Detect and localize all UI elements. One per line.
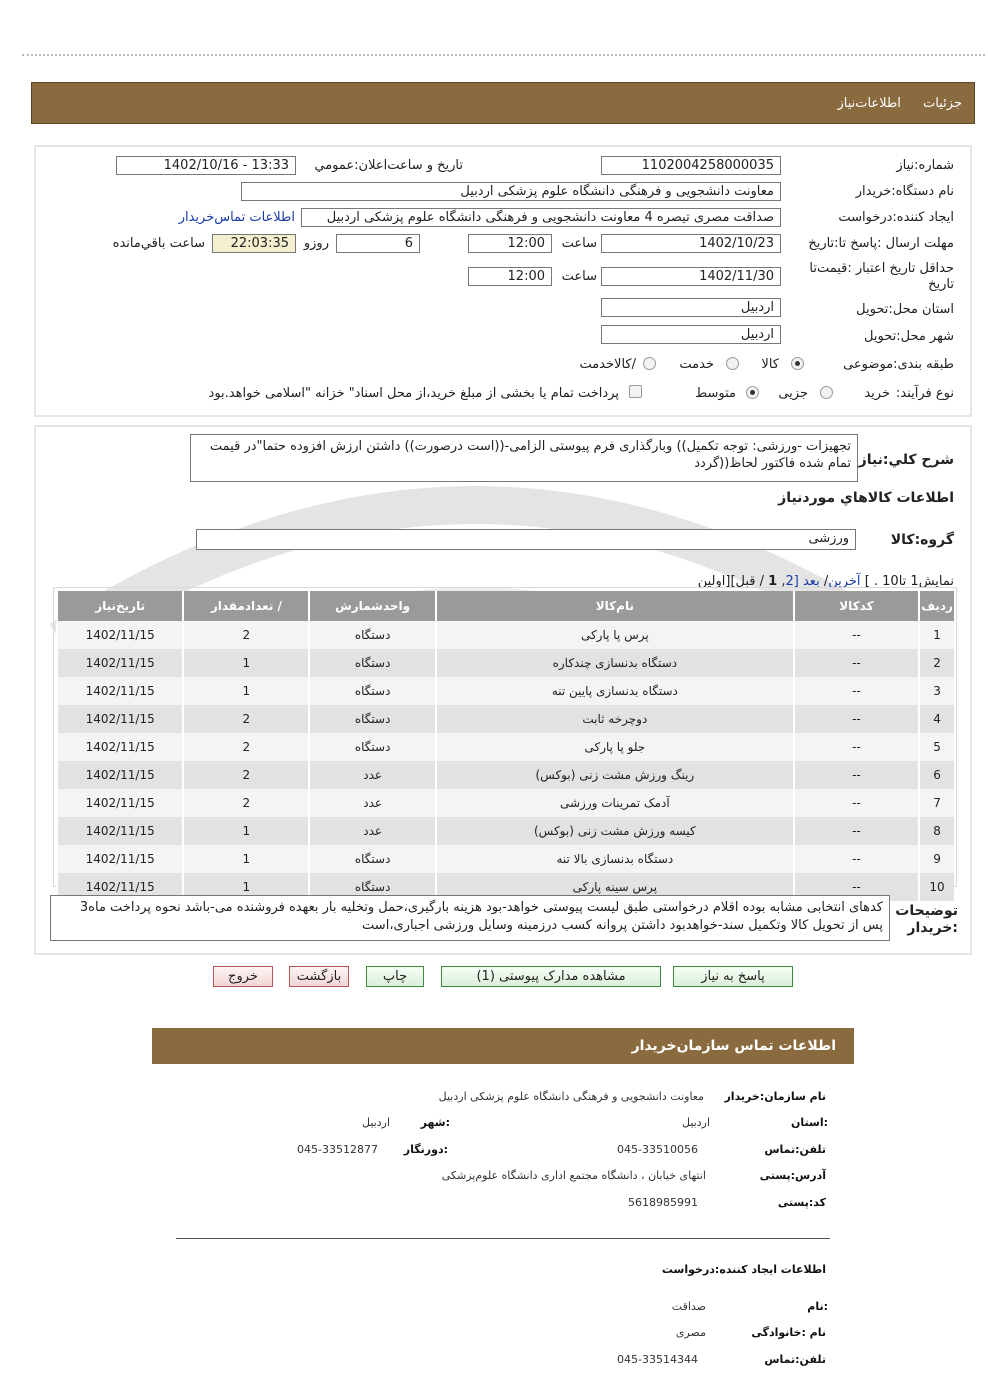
- radio-goods-label: کالا: [761, 357, 779, 372]
- description-field: تجهیزات -ورزشی: توجه تکمیل)) وبارگذاری فرم پیوستی الزامی-((است درصورت)) داشتن ارزش افزوده حتما"در قیمت تمام شده فاکتور لحاظ((گردد: [190, 434, 858, 482]
- contact-province-label: :استان: [791, 1116, 828, 1129]
- need-number-field: 1102004258000035: [601, 156, 781, 175]
- table-row: [57, 817, 954, 845]
- cell-unit: دستگاه: [309, 845, 435, 873]
- province-label: استان محل:تحویل: [856, 302, 954, 317]
- cell-item-name: جلو پا پارکی: [436, 733, 794, 761]
- days-label: روزو: [303, 236, 329, 251]
- back-button[interactable]: بازگشت: [289, 966, 349, 987]
- cell-row-number: 10: [919, 873, 954, 901]
- creator-family-value: مصری: [675, 1326, 706, 1339]
- need-number-label: شماره:نیاز: [896, 158, 954, 173]
- table-row: [57, 677, 954, 705]
- cell-need-date: 1402/11/15: [57, 789, 183, 817]
- contact-fax-value: 045-33512877: [297, 1143, 378, 1156]
- city-label: شهر محل:تحویل: [864, 329, 954, 344]
- cell-quantity: 1: [183, 845, 309, 873]
- creator-name-value: صداقت: [671, 1300, 706, 1313]
- creator-phone-value: 045-33514344: [617, 1353, 698, 1366]
- validity-time-field: 12:00: [468, 267, 552, 286]
- pager-next-link[interactable]: بعد: [802, 574, 820, 589]
- cell-item-name: آدمک تمرینات ورزشی: [436, 789, 794, 817]
- exit-button[interactable]: خروج: [213, 966, 273, 987]
- pager-suffix: / قبل][اولین: [697, 574, 765, 589]
- cell-item-code: --: [794, 649, 919, 677]
- province-field: اردبیل: [601, 298, 781, 317]
- cell-item-name: پرس سینه پارکی: [436, 873, 794, 901]
- cell-row-number: 3: [919, 677, 954, 705]
- deadline-label: مهلت ارسال :پاسخ تا:تاریخ: [808, 236, 954, 251]
- table-row: [57, 761, 954, 789]
- cell-quantity: 1: [183, 649, 309, 677]
- col-unit-header: واحدشمارش: [309, 591, 435, 621]
- deadline-time-field: 12:00: [468, 234, 552, 253]
- creator-info-title: اطلاعات ایجاد کننده:درخواست: [661, 1263, 826, 1276]
- page-header: [31, 82, 975, 124]
- cell-row-number: 2: [919, 649, 954, 677]
- cell-quantity: 2: [183, 761, 309, 789]
- radio-service-label: خدمت: [679, 357, 714, 372]
- announce-field: 1402/10/16 - 13:33: [116, 156, 296, 175]
- contact-postal-value: 5618985991: [628, 1196, 698, 1209]
- attachments-button[interactable]: مشاهده مدارک پیوستی (1): [441, 966, 661, 987]
- category-label: طبقه بندی:موضوعی: [843, 357, 954, 372]
- cell-item-code: --: [794, 817, 919, 845]
- cell-unit: عدد: [309, 817, 435, 845]
- contact-city-label: :شهر: [420, 1116, 450, 1129]
- creator-phone-label: تلفن:تماس: [764, 1353, 826, 1366]
- cell-item-code: --: [794, 705, 919, 733]
- cell-quantity: 2: [183, 733, 309, 761]
- treasury-payment-label: پرداخت تمام یا بخشی از مبلغ خرید،از محل اسناد" خزانه "اسلامی خواهد.بود: [208, 386, 619, 401]
- pager: نمایش1 تا10 . ] آخرین/ بعد [2, 1 / قبل][اولین: [697, 574, 954, 589]
- contact-province-value: اردبیل: [682, 1116, 710, 1129]
- announce-label: تاریخ و ساعت‌اعلان:عمومي: [314, 158, 463, 173]
- table-row: [57, 621, 954, 649]
- cell-need-date: 1402/11/15: [57, 817, 183, 845]
- radio-goods-service-label: /کالاخدمت: [579, 357, 636, 372]
- days-field: 6: [336, 234, 420, 253]
- cell-need-date: 1402/11/15: [57, 705, 183, 733]
- deadline-date-field: 1402/10/23: [601, 234, 781, 253]
- city-field: اردبیل: [601, 325, 781, 344]
- pager-last-link[interactable]: آخرین: [828, 574, 861, 589]
- cell-need-date: 1402/11/15: [57, 761, 183, 789]
- cell-unit: عدد: [309, 761, 435, 789]
- contact-phone-value: 045-33510056: [617, 1143, 698, 1156]
- buyer-notes-field: کدهای انتخابی مشابه بوده اقلام درخواستی طبق لیست پیوستی خواهد-بود هزینه بارگیری،حمل وتخلیه بار بعهده فروشنده می-باشد نحوه پرداخت ماه3 پس از تحویل کالا وتکمیل سند-خواهدبود داشتن پروانه کسب درزمینه وسایل ورزشی اجباری،است: [50, 895, 890, 941]
- goods-group-field: ورزشی: [196, 529, 856, 550]
- contact-address-value: انتهای خیابان ، دانشگاه مجتمع اداری دانشگاه علوم‌پزشکی: [441, 1169, 706, 1182]
- creator-field: صداقت مصری تیصره 4 معاونت دانشجویی و فرهنگی دانشگاه علوم پزشکی اردبیل: [301, 208, 781, 227]
- cell-quantity: 1: [183, 873, 309, 901]
- radio-partial[interactable]: [820, 386, 833, 399]
- pager-page-2[interactable]: 2: [785, 574, 794, 589]
- cell-need-date: 1402/11/15: [57, 677, 183, 705]
- reply-button[interactable]: پاسخ به نیاز: [673, 966, 793, 987]
- cell-unit: دستگاه: [309, 621, 435, 649]
- validity-label: حداقل تاریخ اعتبار :قیمت‌تا تاریخ: [809, 261, 954, 292]
- contact-city-value: اردبیل: [362, 1116, 390, 1129]
- radio-goods-service[interactable]: [643, 357, 656, 370]
- contact-title: اطلاعات تماس سازمان‌خریدار: [631, 1038, 836, 1054]
- contact-divider: [176, 1238, 830, 1239]
- print-button[interactable]: چاپ: [366, 966, 424, 987]
- contact-phone-label: تلفن:تماس: [764, 1143, 826, 1156]
- tab-need-info[interactable]: اطلاعات‌نیاز: [837, 96, 901, 111]
- radio-medium[interactable]: [746, 386, 759, 399]
- creator-family-label: نام :خانوادگی: [751, 1326, 826, 1339]
- process-label: نوع فرآیند:: [896, 386, 954, 401]
- contact-postal-label: کد:پستی: [777, 1196, 826, 1209]
- cell-item-name: دستگاه بدنسازی چندکاره: [436, 649, 794, 677]
- col-code-header: کدکالا: [794, 591, 919, 621]
- cell-unit: دستگاه: [309, 649, 435, 677]
- deadline-time-label: ساعت: [561, 236, 597, 251]
- col-qty-header: / تعدادمقدار: [183, 591, 309, 621]
- cell-item-code: --: [794, 789, 919, 817]
- cell-unit: دستگاه: [309, 733, 435, 761]
- validity-date-field: 1402/11/30: [601, 267, 781, 286]
- cell-need-date: 1402/11/15: [57, 845, 183, 873]
- creator-name-label: :نام: [807, 1300, 828, 1313]
- description-label: شرح کلي:نیاز: [858, 452, 954, 468]
- pager-page-1: 1: [768, 574, 778, 589]
- cell-quantity: 2: [183, 621, 309, 649]
- cell-item-name: رینگ ورزش مشت زنی (بوکس): [436, 761, 794, 789]
- table-row: [57, 705, 954, 733]
- remaining-label: ساعت باقي‌مانده: [112, 236, 205, 251]
- contact-fax-label: :دورنگار: [403, 1143, 448, 1156]
- table-row: [57, 845, 954, 873]
- items-table: [56, 591, 954, 901]
- radio-medium-label: متوسط: [695, 386, 736, 401]
- cell-item-code: --: [794, 873, 919, 901]
- cell-item-name: دستگاه بدنسازی بالا تنه: [436, 845, 794, 873]
- validity-time-label: ساعت: [561, 269, 597, 284]
- cell-row-number: 6: [919, 761, 954, 789]
- cell-need-date: 1402/11/15: [57, 873, 183, 901]
- process-buy-label: خرید: [864, 386, 890, 401]
- treasury-payment-checkbox[interactable]: [629, 385, 642, 398]
- contact-address-label: آدرس:پستی: [759, 1169, 826, 1182]
- cell-need-date: 1402/11/15: [57, 649, 183, 677]
- cell-row-number: 9: [919, 845, 954, 873]
- cell-item-name: کیسه ورزش مشت زنی (بوکس): [436, 817, 794, 845]
- pager-prefix: نمایش1 تا10 . ]: [864, 574, 954, 589]
- cell-row-number: 7: [919, 789, 954, 817]
- radio-service[interactable]: [726, 357, 739, 370]
- cell-item-code: --: [794, 733, 919, 761]
- buyer-notes-label: توضیحات :خریدار: [895, 903, 958, 936]
- cell-row-number: 4: [919, 705, 954, 733]
- cell-item-name: دوچرخه ثابت: [436, 705, 794, 733]
- cell-row-number: 8: [919, 817, 954, 845]
- table-row: [57, 733, 954, 761]
- col-name-header: نام‌کالا: [436, 591, 794, 621]
- cell-item-name: پرس پا پارکی: [436, 621, 794, 649]
- contact-org-value: معاونت دانشجویی و فرهنگی دانشگاه علوم پزشکی اردبیل: [438, 1090, 704, 1103]
- cell-item-code: --: [794, 761, 919, 789]
- contact-header: [152, 1028, 854, 1064]
- tab-details[interactable]: جزئیات: [923, 96, 962, 111]
- cell-unit: دستگاه: [309, 705, 435, 733]
- remaining-time-field: 22:03:35: [212, 234, 296, 253]
- radio-goods[interactable]: [791, 357, 804, 370]
- contact-org-label: نام سازمان:خریدار: [724, 1090, 826, 1103]
- buyer-contact-link[interactable]: اطلاعات تماس‌خریدار: [178, 210, 295, 225]
- cell-unit: دستگاه: [309, 677, 435, 705]
- col-date-header: تاریخ‌نیاز: [57, 591, 183, 621]
- cell-unit: عدد: [309, 789, 435, 817]
- table-row: [57, 789, 954, 817]
- cell-quantity: 1: [183, 817, 309, 845]
- creator-label: ایجاد کننده:درخواست: [838, 210, 954, 225]
- goods-group-label: گروه:کالا: [890, 532, 954, 548]
- cell-item-code: --: [794, 845, 919, 873]
- cell-unit: دستگاه: [309, 873, 435, 901]
- cell-need-date: 1402/11/15: [57, 733, 183, 761]
- cell-row-number: 5: [919, 733, 954, 761]
- radio-partial-label: جزیی: [778, 386, 808, 401]
- cell-need-date: 1402/11/15: [57, 621, 183, 649]
- goods-info-title: اطلاعات کالاهاي مورد‌نیاز: [778, 490, 954, 506]
- col-row-header: ردیف: [919, 591, 954, 621]
- cell-row-number: 1: [919, 621, 954, 649]
- cell-item-name: دستگاه بدنسازی پایین تنه: [436, 677, 794, 705]
- buyer-org-label: نام دستگاه:خریدار: [855, 184, 954, 199]
- cell-quantity: 2: [183, 789, 309, 817]
- cell-item-code: --: [794, 621, 919, 649]
- cell-item-code: --: [794, 677, 919, 705]
- table-row: [57, 649, 954, 677]
- cell-quantity: 1: [183, 677, 309, 705]
- buyer-org-field: معاونت دانشجویی و فرهنگی دانشگاه علوم پزشکی اردبیل: [241, 182, 781, 201]
- cell-quantity: 2: [183, 705, 309, 733]
- top-divider: [22, 54, 985, 56]
